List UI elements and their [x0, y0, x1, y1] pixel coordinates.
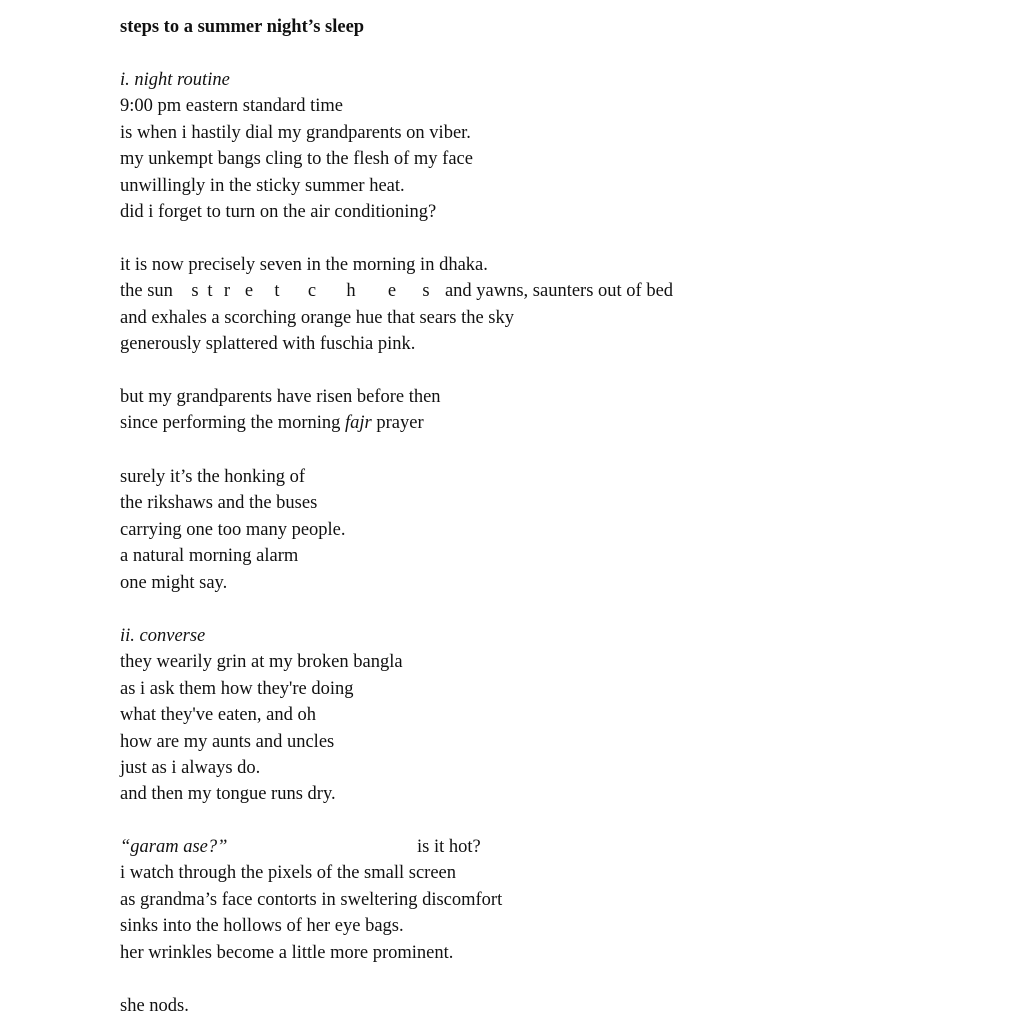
line-text: the sun — [120, 281, 173, 302]
translation: is it hot? — [417, 837, 481, 857]
poem-line: surely it’s the honking of — [120, 467, 305, 487]
poem-line: and exhales a scorching orange hue that sears the sky — [120, 307, 515, 328]
line-text: since performing the morning — [120, 413, 341, 434]
poem-title: steps to a summer night’s sleep — [120, 17, 365, 37]
poem-line: sinks into the hollows of her eye bags. — [120, 916, 404, 937]
poem-line: one might say. — [120, 572, 228, 593]
italic-word: fajr — [345, 413, 372, 434]
poem-line-fajr — [120, 410, 441, 436]
poem-line: generously splattered with fuschia pink. — [120, 334, 416, 355]
poem-line: it is now precisely seven in the morning in dhaka. — [120, 255, 488, 275]
poem-line: carrying one too many people. — [120, 519, 346, 540]
section-1-stanza-1 — [120, 67, 473, 225]
poem-line: is when i hastily dial my grandparents on viber. — [120, 122, 471, 143]
section-1-stanza-4 — [120, 464, 346, 596]
stretch-letter: t — [207, 281, 213, 302]
poem-line: i watch through the pixels of the small screen — [120, 863, 456, 884]
poem-line: did i forget to turn on the air conditioning? — [120, 201, 437, 222]
stretch-letter: h — [346, 281, 356, 302]
line-text: prayer — [376, 413, 424, 434]
poem-line: and then my tongue runs dry. — [120, 784, 336, 805]
poem-line: but my grandparents have risen before then — [120, 387, 441, 407]
poem-line: 9:00 pm eastern standard time — [120, 96, 343, 117]
poem-line: how are my aunts and uncles — [120, 731, 335, 752]
bangla-phrase: “garam ase?” — [120, 837, 228, 857]
poem-line: unwillingly in the sticky summer heat. — [120, 175, 405, 196]
poem-line: as grandma’s face contorts in sweltering discomfort — [120, 889, 503, 910]
stretch-letter: e — [387, 281, 397, 302]
poem-line: just as i always do. — [120, 757, 261, 778]
stretch-letter: s — [191, 281, 199, 302]
stretch-letter: t — [274, 281, 280, 302]
poem-line: they wearily grin at my broken bangla — [120, 652, 403, 673]
stretch-letter: s — [422, 281, 430, 302]
section-1-stanza-3 — [120, 384, 441, 437]
section-1-stanza-2 — [120, 252, 673, 358]
poem-line: the rikshaws and the buses — [120, 493, 318, 514]
poem-line-garam — [120, 834, 502, 860]
section-2-stanza-2 — [120, 834, 502, 966]
poem-line-stretch — [120, 278, 673, 304]
section-2-stanza-1 — [120, 623, 403, 808]
section-heading: i. night routine — [120, 70, 230, 90]
section-2-stanza-3 — [120, 993, 189, 1019]
line-text: and yawns, saunters out of bed — [444, 281, 674, 302]
poem-line: she nods. — [120, 996, 189, 1016]
stretch-letter: e — [244, 281, 254, 302]
poem-line: as i ask them how they're doing — [120, 678, 354, 699]
poem-line: what they've eaten, and oh — [120, 705, 316, 726]
poem-line: my unkempt bangs cling to the flesh of my face — [120, 149, 473, 170]
poem-line: her wrinkles become a little more prominent. — [120, 942, 454, 963]
poem-line: a natural morning alarm — [120, 546, 299, 567]
section-heading: ii. converse — [120, 626, 206, 646]
stretch-letter: c — [307, 281, 317, 302]
stretch-letter: r — [223, 281, 231, 302]
